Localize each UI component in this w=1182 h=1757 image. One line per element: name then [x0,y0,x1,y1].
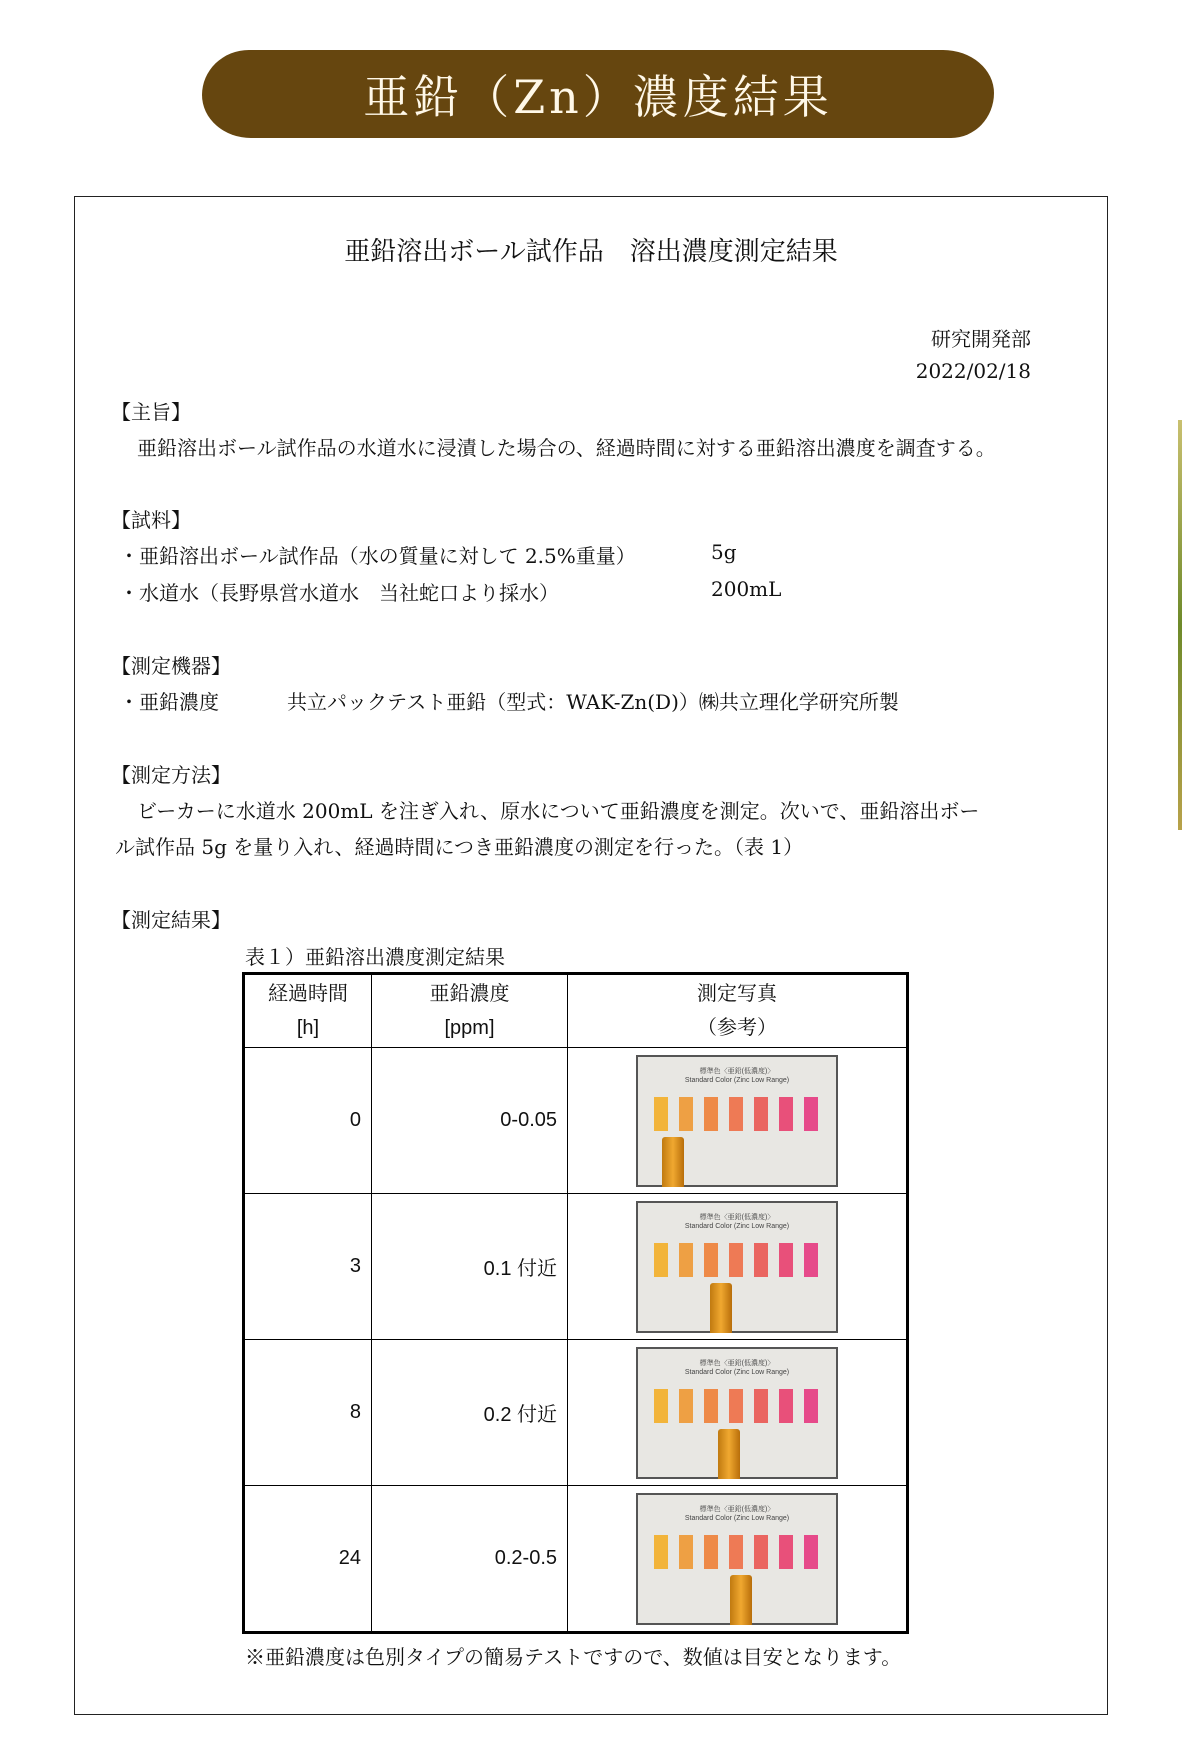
header-text: 経過時間 [268,983,348,1005]
color-swatch [754,1535,768,1569]
color-swatch [779,1389,793,1423]
test-tube [710,1283,732,1333]
title-banner [202,50,994,138]
color-swatch [804,1243,818,1277]
samples-heading: 【試料】 [111,508,191,532]
photo-cell [568,1340,908,1486]
measurement-photo [636,1055,838,1187]
sample-label: ・水道水（長野県営水道水 当社蛇口より採水） [119,581,559,605]
photo-label: 標準色〈亜鉛(低濃度)〉 Standard Color (Zinc Low Range) [684,1067,790,1084]
color-swatch [729,1097,743,1131]
equipment-heading: 【測定機器】 [111,654,231,678]
photo-cell [568,1048,908,1194]
color-swatch [654,1389,668,1423]
edge-decoration [1178,420,1182,830]
photo-label: 標準色〈亜鉛(低濃度)〉 Standard Color (Zinc Low Range) [684,1505,790,1522]
concentration-cell: 0-0.05 [372,1048,568,1194]
photo-cell [568,1194,908,1340]
header-unit: [h] [296,1017,320,1039]
sample-value: 5g [711,540,737,564]
measurement-photo [636,1493,838,1625]
color-swatch [804,1097,818,1131]
sample-label: ・亜鉛溶出ボール試作品（水の質量に対して 2.5%重量） [119,544,636,568]
color-swatch [679,1097,693,1131]
equipment-value: 共立パックテスト亜鉛（型式：WAK-Zn(D)）㈱共立理化学研究所製 [287,690,899,714]
footnote: ※亜鉛濃度は色別タイプの簡易テストですので、数値は目安となります。 [245,1645,902,1669]
color-swatch [779,1535,793,1569]
test-tube [718,1429,740,1479]
color-swatch [654,1243,668,1277]
table-header-row [244,974,908,1048]
banner-title: 亜鉛（Zn）濃度結果 [363,70,833,124]
header-text: 亜鉛濃度 [429,983,510,1005]
color-swatch [729,1535,743,1569]
color-swatch [654,1535,668,1569]
table-row [244,1048,908,1194]
color-swatch [704,1389,718,1423]
color-swatch [704,1243,718,1277]
header-concentration [372,974,568,1048]
header-time [244,974,372,1048]
results-heading: 【測定結果】 [111,908,231,932]
equipment-label: ・亜鉛濃度 [119,690,219,714]
photo-label: 標準色〈亜鉛(低濃度)〉 Standard Color (Zinc Low Range) [684,1213,790,1230]
color-swatch [704,1097,718,1131]
time-cell: 0 [244,1048,372,1194]
method-text-line1: ビーカーに水道水 200mL を注ぎ入れ、原水について亜鉛濃度を測定。次いで、亜鉛溶出ボー [137,799,980,823]
color-swatch [779,1243,793,1277]
time-cell: 8 [244,1340,372,1486]
concentration-cell: 0.2 付近 [372,1340,568,1486]
header-unit: （参考） [697,1017,777,1039]
color-swatch [754,1389,768,1423]
header-photo [568,974,908,1048]
department: 研究開発部 [931,327,1031,351]
test-tube [662,1137,684,1187]
table-row [244,1194,908,1340]
color-swatch [804,1535,818,1569]
purpose-text: 亜鉛溶出ボール試作品の水道水に浸漬した場合の、経過時間に対する亜鉛溶出濃度を調査する。 [137,436,996,460]
table-row [244,1340,908,1486]
time-cell: 24 [244,1486,372,1633]
report-document [74,196,1108,1715]
color-swatch [754,1097,768,1131]
report-title: 亜鉛溶出ボール試作品 溶出濃度測定結果 [344,237,838,267]
method-text-line2: ル試作品 5g を量り入れ、経過時間につき亜鉛濃度の測定を行った。（表 1） [115,835,804,859]
header-text: 測定写真 [697,983,777,1005]
results-table [242,972,909,1634]
color-swatch [779,1097,793,1131]
concentration-cell: 0.1 付近 [372,1194,568,1340]
color-swatch [679,1243,693,1277]
color-swatch [804,1389,818,1423]
method-heading: 【測定方法】 [111,763,231,787]
measurement-photo [636,1347,838,1479]
photo-label: 標準色〈亜鉛(低濃度)〉 Standard Color (Zinc Low Range) [684,1359,790,1376]
color-swatch [679,1389,693,1423]
measurement-photo [636,1201,838,1333]
photo-cell [568,1486,908,1633]
sample-value: 200mL [711,577,782,601]
color-swatch [729,1243,743,1277]
time-cell: 3 [244,1194,372,1340]
report-date: 2022/02/18 [915,359,1031,383]
concentration-cell: 0.2-0.5 [372,1486,568,1633]
table-row [244,1486,908,1633]
color-swatch [729,1389,743,1423]
color-swatch [679,1535,693,1569]
purpose-heading: 【主旨】 [111,400,191,424]
color-swatch [754,1243,768,1277]
test-tube [730,1575,752,1625]
table-caption: 表１）亜鉛溶出濃度測定結果 [245,945,505,969]
header-unit: [ppm] [444,1017,495,1039]
color-swatch [654,1097,668,1131]
color-swatch [704,1535,718,1569]
